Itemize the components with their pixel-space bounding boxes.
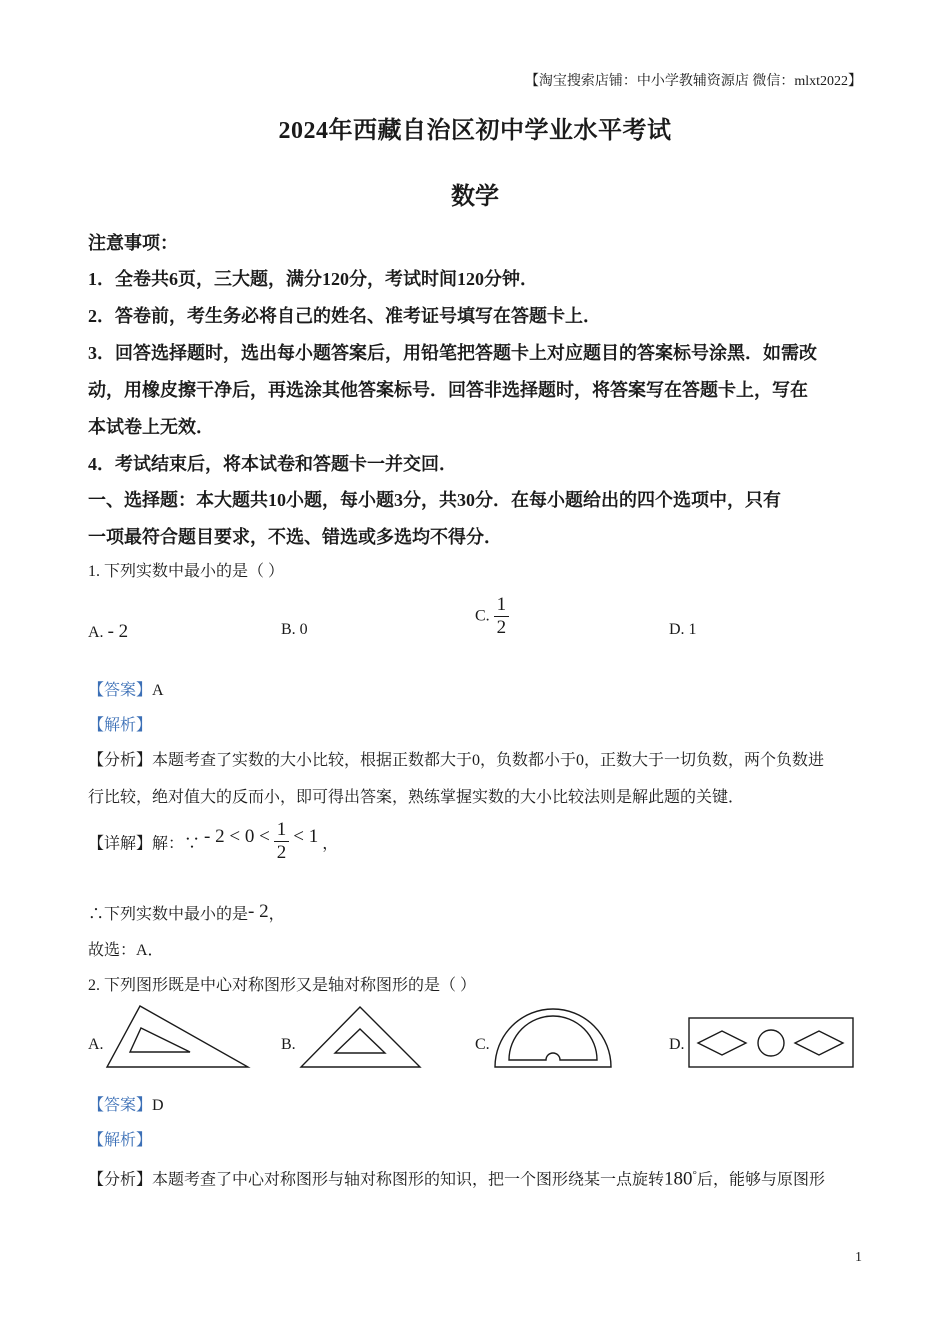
q2-option-d-label: D. (669, 1036, 685, 1053)
answer-value: D (152, 1097, 164, 1114)
page-number: 1 (855, 1250, 862, 1265)
q1-option-a-value: - 2 (107, 621, 129, 642)
answer-tag: 【答案】 (88, 682, 153, 699)
q1-option-c (475, 594, 509, 639)
q2-option-b-triangle-figure (298, 1004, 424, 1070)
q1-detail (88, 819, 339, 867)
answer-value: A (152, 682, 164, 699)
notice-item: 1．全卷共6页，三大题，满分120分，考试时间120分钟． (88, 269, 538, 289)
notice-item: 本试卷上无效． (88, 417, 214, 437)
fenxi-tag: 【分析】 (88, 1171, 153, 1189)
q1-choose: 故选：A． (88, 942, 164, 959)
q2-option-a-label: A. (88, 1036, 104, 1053)
notice-item: 4．考试结束后，将本试卷和答题卡一并交回． (88, 454, 457, 474)
fraction-denominator: 2 (496, 617, 507, 638)
conclusion-text: ∴下列实数中最小的是 (88, 906, 249, 923)
fenxi-text: 本题考查了中心对称图形与轴对称图形的知识，把一个图形绕某一点旋转 (152, 1171, 665, 1189)
fenxi-text-cont: 后，能够与原图形 (696, 1171, 825, 1189)
fenxi-tag: 【分析】 (88, 752, 153, 769)
detail-inequality-left: - 2 < 0 < (204, 825, 270, 847)
q2-option-a-triangle-figure (104, 1004, 252, 1070)
detail-tag: 【详解】 (88, 835, 153, 853)
q1-fenxi (88, 751, 824, 771)
q1-option-a-label: A. (88, 624, 104, 641)
detail-inequality-right: < 1 (293, 825, 319, 847)
subject-title: 数学 (451, 184, 499, 210)
q2-fenxi (88, 1165, 825, 1190)
q1-answer (88, 681, 164, 701)
notice-heading: 注意事项： (88, 233, 178, 253)
fenxi-text: 本题考查了实数的大小比较，根据正数都大于0，负数都小于0，正数大于一切负数，两个负数进 (152, 752, 825, 769)
q2-stem: 2. 下列图形既是中心对称图形又是轴对称图形的是（ ） (88, 977, 477, 994)
fraction-denominator: 2 (276, 842, 287, 863)
section-heading-cont: 一项最符合题目要求，不选、错选或多选均不得分． (88, 527, 502, 547)
q1-stem: 1. 下列实数中最小的是（ ） (88, 563, 285, 580)
detail-suffix: ， (322, 835, 339, 853)
notice-item: 2．答卷前，考生务必将自己的姓名、准考证号填写在答题卡上． (88, 306, 601, 326)
q1-option-a (88, 621, 128, 643)
fraction-numerator: 1 (274, 819, 290, 842)
q2-analysis-tag: 【解析】 (88, 1132, 153, 1149)
q1-option-b: B. 0 (281, 621, 308, 638)
q1-option-c-fraction (494, 594, 510, 639)
q1-analysis-tag: 【解析】 (88, 717, 153, 734)
detail-fraction (274, 819, 290, 864)
conclusion-suffix: ， (268, 906, 285, 923)
answer-tag: 【答案】 (88, 1097, 153, 1114)
exam-title: 2024年西藏自治区初中学业水平考试 (278, 118, 672, 144)
q2-option-d-rectangle-figure (686, 1016, 856, 1070)
q1-conclusion (88, 901, 285, 925)
q2-option-b-label: B. (281, 1036, 296, 1053)
q2-option-c-protractor-figure (492, 1006, 614, 1070)
notice-item: 动，用橡皮擦干净后，再选涂其他答案标号．回答非选择题时，将答案写在答题卡上，写在 (88, 380, 808, 400)
conclusion-value: - 2 (248, 901, 269, 922)
notice-item: 3．回答选择题时，选出每小题答案后，用铅笔把答题卡上对应题目的答案标号涂黑．如需改 (88, 343, 817, 363)
degree-symbol: ° (692, 1169, 697, 1181)
detail-prefix: 解：∵ (152, 835, 201, 853)
q1-option-c-label: C. (475, 607, 490, 625)
rotation-angle: 180 (664, 1168, 693, 1190)
q1-fenxi-cont: 行比较，绝对值大的反而小，即可得出答案，熟练掌握实数的大小比较法则是解此题的关键． (88, 789, 745, 806)
section-heading: 一、选择题：本大题共10小题，每小题3分，共30分．在每小题给出的四个选项中，只有 (88, 490, 781, 510)
fraction-numerator: 1 (494, 594, 510, 617)
q1-option-d: D. 1 (669, 621, 697, 638)
q2-answer (88, 1096, 164, 1116)
q2-option-c-label: C. (475, 1036, 490, 1053)
header-note: 【淘宝搜索店铺：中小学教辅资源店 微信：mlxt2022】 (524, 74, 862, 89)
